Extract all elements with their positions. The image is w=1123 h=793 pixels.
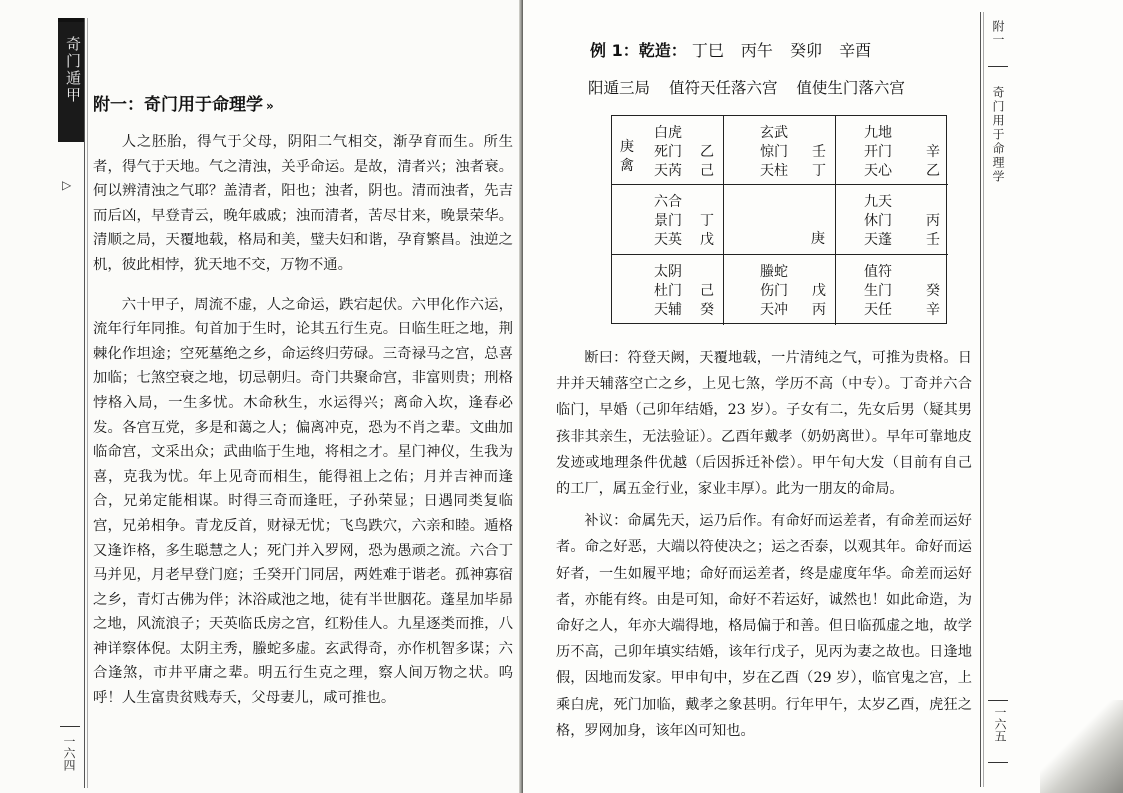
pillar-day: 癸卯 — [790, 41, 823, 60]
zhifu-info: 值符天任落六宫 — [668, 79, 778, 97]
palace-door-row — [864, 212, 940, 231]
ju-number: 阳遁三局 — [588, 79, 651, 97]
page-number-rule — [60, 726, 80, 727]
center-stem: 庚 — [811, 231, 825, 247]
palace-star: 天英 — [654, 232, 682, 248]
palace-star-stem: 戊 — [700, 232, 714, 248]
palace-door: 杜门 — [654, 283, 682, 299]
palace-9 — [724, 116, 836, 185]
triangle-marker-icon: ▷ — [62, 178, 72, 192]
page-number-rule — [988, 700, 1008, 701]
palace-door: 景门 — [654, 213, 682, 229]
palace-door-row — [654, 282, 714, 301]
supplement-paragraph: 补议：命属先天，运乃后作。有命好而运差者，有命差而运好者。命之好恶，大端以符使决之；运之否泰，以观其年。命好而运好者，一生如履平地；命好而运差者，终是虚度年华。命差而运好者，亦能有终。由是可知，命好不若运好，诚然也！如此命造，为命好之人，年亦大端得地，格局偏于和善。但日临孤虚之地，故学历不高，己卯年填实结婚，该年行戊子，见丙为妻之故也。日逢地假，因地而发家。甲申旬中，岁在乙酉（29 岁），临官鬼之宫，上乘白虎，死门加临，戴孝之象甚明。行年甲午，太岁乙酉，虎狂之格，罗网加身，该年凶可知也。 — [556, 513, 972, 739]
page-number-right: 一六五 — [993, 706, 1007, 742]
palace-star: 天任 — [864, 302, 892, 318]
palace-door-row — [864, 282, 940, 301]
side-title-text: 奇门遁甲 — [64, 36, 82, 104]
palace-4 — [612, 116, 724, 185]
page-number-left: 一六四 — [62, 735, 76, 771]
four-pillars — [692, 41, 883, 60]
example-label: 例 1：乾造： — [590, 41, 687, 60]
palace-door-row — [760, 143, 826, 162]
palace-god: 白虎 — [654, 125, 682, 141]
appendix-title-text: 附一：奇门用于命理学 — [93, 95, 263, 115]
palace-door-stem: 癸 — [926, 283, 940, 299]
palace-god: 值符 — [864, 264, 892, 280]
palace-door-row — [760, 282, 826, 301]
palace-god: 九天 — [864, 194, 892, 210]
margin-rule — [84, 18, 85, 788]
palace-star-row — [864, 162, 940, 181]
palace-side-note — [620, 138, 634, 176]
palace-star-stem: 丙 — [812, 302, 826, 318]
pillar-year: 丁巳 — [691, 41, 724, 60]
palace-star-stem: 癸 — [700, 302, 714, 318]
palace-star: 天柱 — [760, 163, 788, 179]
qimen-chart — [611, 115, 947, 324]
palace-star-stem: 己 — [700, 163, 714, 179]
judgement-paragraph: 断曰：符登天阙，天覆地载，一片清纯之气，可推为贵格。日井并天辅落空亡之乡，上见七煞，学历不高（中专）。丁奇并六合临门，早婚（己卯年结婚，23 岁）。子女有二，先女后男（疑其男孩非其亲生，无法验证）。乙酉年戴孝（奶奶离世）。早年可靠地皮发迹或地理条件优越（后因拆迁补偿）。甲午旬大发（目前有自己的工厂，属五金行业，家业丰厚）。此为一朋友的命局。 — [556, 350, 972, 498]
pillar-hour: 辛酉 — [839, 41, 872, 60]
palace-door: 开门 — [864, 144, 892, 160]
palace-1 — [724, 255, 836, 325]
running-head-rule — [988, 66, 1008, 67]
palace-star-stem: 辛 — [926, 302, 940, 318]
zhishi-info: 值使生门落六宫 — [796, 79, 905, 97]
palace-star-row — [760, 162, 826, 181]
palace-2 — [836, 116, 948, 185]
margin-rule-thin — [87, 18, 88, 788]
palace-6 — [836, 255, 948, 325]
palace-star: 天蓬 — [864, 232, 892, 248]
palace-star-stem: 乙 — [926, 163, 940, 179]
palace-god: 九地 — [864, 125, 892, 141]
palace-3 — [612, 185, 724, 255]
palace-star-stem: 壬 — [926, 232, 940, 248]
left-body-text — [93, 130, 513, 711]
margin-rule — [980, 12, 981, 787]
palace-god: 六合 — [654, 194, 682, 210]
palace-star-row — [760, 301, 826, 320]
palace-door: 生门 — [864, 283, 892, 299]
page-curl-shadow — [1040, 700, 1123, 793]
right-body-text — [556, 345, 972, 744]
palace-door-stem: 己 — [700, 283, 714, 299]
palace-door: 伤门 — [760, 283, 788, 299]
palace-door: 死门 — [654, 144, 682, 160]
left-paragraph-1: 人之胚胎，得气于父母，阴阳二气相交，渐孕育而生。所生者，得气于天地。气之清浊，关乎命运。是故，清者兴；浊者衰。何以辨清浊之气耶？盖清者，阳也；浊者，阴也。清而浊者，先吉而后凶，早登青云，晚年戚戚；浊而清者，苦尽甘来，晚景荣华。清顺之局，天覆地载，格局和美，璧夫妇和谐，孕育繁昌。浊逆之机，彼此相悖，犹天地不交，万物不通。 — [93, 134, 513, 273]
ju-info — [588, 76, 919, 98]
palace-door-stem: 丁 — [700, 213, 714, 229]
margin-rule-thin — [983, 12, 984, 787]
palace-door-row — [864, 143, 940, 162]
appendix-title — [93, 90, 274, 115]
palace-8 — [612, 255, 724, 325]
palace-god: 玄武 — [760, 125, 788, 141]
palace-7 — [836, 185, 948, 255]
palace-star-row — [654, 162, 714, 181]
palace-star: 天冲 — [760, 302, 788, 318]
page-number-rule-bottom — [988, 762, 1008, 763]
palace-door-stem: 壬 — [812, 144, 826, 160]
palace-star-row — [654, 301, 714, 320]
side-stem: 庚 — [620, 139, 634, 155]
palace-star: 天辅 — [654, 302, 682, 318]
palace-star-row — [654, 231, 714, 250]
palace-5-center — [724, 185, 836, 255]
palace-star-row — [864, 301, 940, 320]
running-head-title: 奇门用于命理学 — [991, 86, 1005, 184]
palace-door-stem: 丙 — [926, 213, 940, 229]
palace-door-stem: 辛 — [926, 144, 940, 160]
palace-god: 太阴 — [654, 264, 682, 280]
pillar-month: 丙午 — [740, 41, 773, 60]
palace-door-stem: 戊 — [812, 283, 826, 299]
palace-star: 天心 — [864, 163, 892, 179]
left-paragraph-2: 六十甲子，周流不虚，人之命运，跌宕起伏。六甲化作六运，流年行年同推。旬首加于生时，论其五行生克。日临生旺之地，荆棘化作坦途；空死墓绝之乡，命运终归劳碌。三奇禄马之宫，总喜加临；七煞空衰之地，切忌朝归。奇门共聚命宫，非富则贵；刑格悖格入局，一生多忧。木命秋生，水运得兴；离命入坎，逢春必发。各宫互党，多是和蔼之人；偏离冲克，恐为不肖之辈。文曲加临命宫，文采出众；武曲临于生地，将相之才。星门神仪，生我为喜，克我为忧。年上见奇而相生，能得祖上之佑；月并吉神而逢合，兄弟定能相谋。时得三奇而逢旺，子孙荣显；日遇同类复临宫，兄弟相争。青龙反首，财禄无忧；飞鸟跌穴，六亲和睦。遁格又逢诈格，多生聪慧之人；死门并入罗网，恐为愚顽之流。六合丁马并见，月老早登门庭；壬癸开门同居，两姓难于谐老。孤神寡宿之乡，青灯古佛为伴；沐浴咸池之地，徒有半世胭花。蓬星加毕昴之地，风流浪子；天英临氐房之宫，红粉佳人。九星逐类而推，八神详察体倪。太阴主秀，螣蛇多虚。玄武得奇，亦作机智多谋；六合逢煞，市井平庸之辈。明五行生克之理，察人间万物之状。呜呼！人生富贵贫贱寿夭，父母妻儿，咸可推也。 — [93, 296, 513, 707]
palace-door-row — [654, 212, 714, 231]
double-arrow-icon: » — [266, 99, 274, 113]
running-head-section: 附一 — [991, 20, 1005, 46]
side-star: 禽 — [620, 158, 634, 174]
palace-door: 休门 — [864, 213, 892, 229]
palace-door-stem: 乙 — [700, 144, 714, 160]
palace-star-stem: 丁 — [812, 163, 826, 179]
example-title — [590, 38, 883, 61]
palace-star-row — [864, 231, 940, 250]
palace-god: 螣蛇 — [760, 264, 788, 280]
palace-door: 惊门 — [760, 144, 788, 160]
palace-star: 天芮 — [654, 163, 682, 179]
palace-door-row — [654, 143, 714, 162]
